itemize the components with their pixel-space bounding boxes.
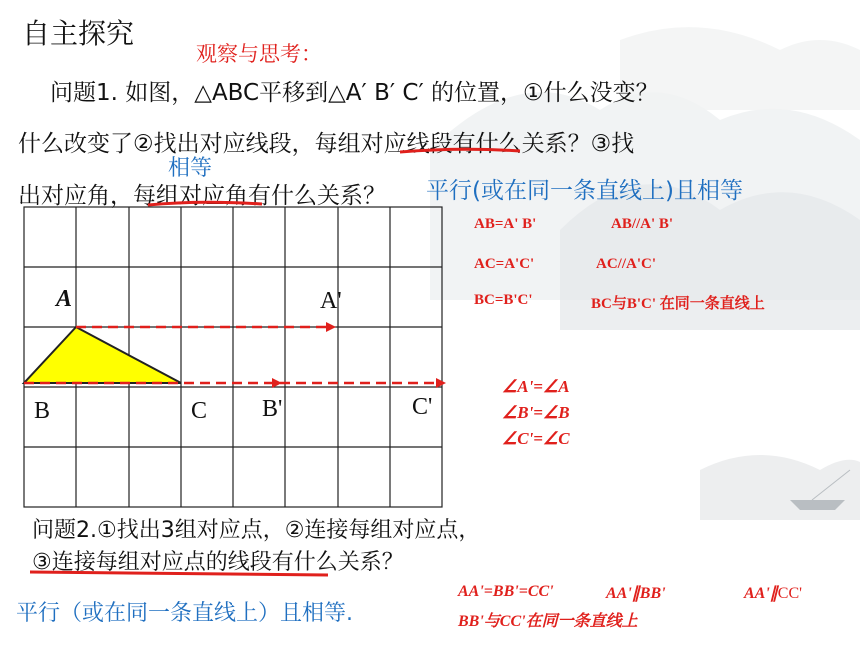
- angle-b-equal: ∠B'=∠B: [502, 403, 570, 422]
- label-b-prime: B': [262, 396, 283, 422]
- label-a: A: [56, 286, 73, 312]
- page-title: 自主探究: [22, 17, 135, 50]
- relation-ac-parallel: AC//A'C': [596, 256, 656, 272]
- answer-parallel-equal: 平行(或在同一条直线上)且相等: [426, 178, 743, 204]
- arrow-heads: [272, 322, 446, 388]
- relation-ab-parallel: AB//A' B': [611, 216, 674, 232]
- relation-bb-cc-collinear: BB'与CC'在同一条直线上: [458, 613, 638, 630]
- relation-aa-cc-left: AA'∥: [744, 585, 778, 602]
- relation-aa-bb-parallel: AA'∥BB': [606, 585, 666, 602]
- triangle-abc: [24, 327, 181, 383]
- label-b: B: [34, 398, 51, 424]
- question2-answer: 平行（或在同一条直线上）且相等.: [16, 601, 353, 626]
- question1-line3: 出对应角，每组对应角有什么关系？: [18, 183, 386, 209]
- relation-bc-equal: BC=B'C': [474, 292, 533, 308]
- question2-line2: ③连接每组对应点的线段有什么关系？: [32, 550, 404, 575]
- angle-c-equal: ∠C'=∠C: [502, 429, 570, 448]
- observe-heading: 观察与思考：: [196, 42, 322, 66]
- question1-line2: 什么改变了②找出对应线段，每组对应线段有什么关系？③找: [18, 131, 635, 157]
- question1-line1: 问题1. 如图，△ABC平移到△A′ B′ C′ 的位置，①什么没变？: [50, 80, 659, 106]
- label-a-prime: A': [320, 288, 342, 314]
- question2-line1: 问题2.①找出3组对应点，②连接每组对应点，: [32, 518, 481, 543]
- relation-aa-cc-right: CC': [777, 585, 803, 602]
- relation-ab-equal: AB=A' B': [474, 216, 537, 232]
- angle-a-equal: ∠A'=∠A: [502, 377, 570, 396]
- label-c: C: [191, 398, 208, 424]
- label-c-prime: C': [412, 394, 433, 420]
- relation-aa-cc-parallel: [744, 583, 802, 603]
- relation-ac-equal: AC=A'C': [474, 256, 535, 272]
- relation-bc-collinear: BC与B'C' 在同一条直线上: [591, 296, 765, 312]
- answer-equal: 相等: [168, 156, 213, 181]
- relation-equal-chain: AA'=BB'=CC': [458, 583, 554, 600]
